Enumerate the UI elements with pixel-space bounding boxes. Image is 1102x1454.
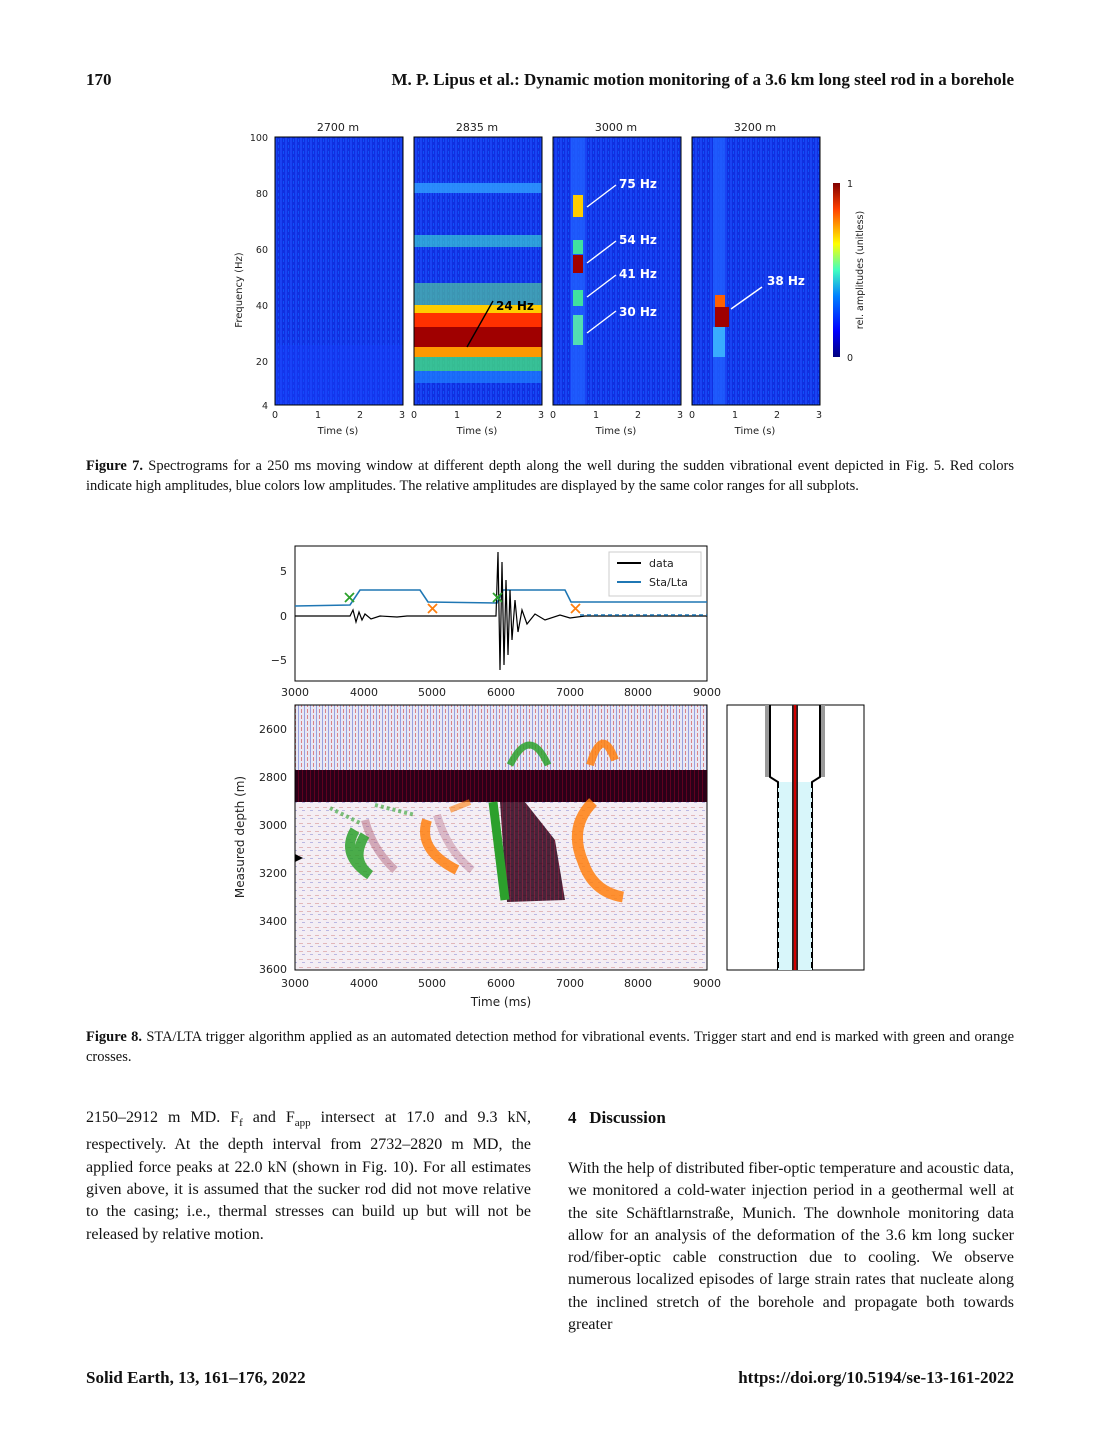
bottom-xtick: 8000 (624, 977, 652, 990)
section-heading (568, 1108, 666, 1128)
annotation-75hz: 75 Hz (619, 177, 657, 191)
fig7-xtick: 2 (495, 410, 503, 421)
fig7-ytick: 60 (255, 245, 268, 256)
colorbar-tick: 0 (847, 353, 854, 364)
panel-title: 3200 m (733, 121, 777, 134)
fig7-xlabel: Time (s) (734, 426, 776, 437)
top-xtick: 3000 (281, 686, 309, 699)
figure-7-spectrograms (225, 115, 875, 445)
running-title: M. P. Lipus et al.: Dynamic motion monitoring of a 3.6 km long steel rod in a borehole (391, 70, 1014, 89)
fig7-xtick: 3 (537, 410, 545, 421)
colorbar-label: rel. amplitudes (unitless) (855, 210, 866, 330)
top-xtick: 9000 (693, 686, 721, 699)
fig7-xtick: 0 (549, 410, 557, 421)
fig7-ytick: 4 (261, 401, 268, 412)
fig7-xtick: 1 (592, 410, 600, 421)
fig7-xtick: 1 (314, 410, 322, 421)
bottom-xtick: 9000 (693, 977, 721, 990)
fig8-ylabel: Measured depth (m) (233, 775, 247, 899)
spectrogram-panel-2700 (275, 121, 403, 405)
top-xtick: 7000 (556, 686, 584, 699)
colorbar (833, 179, 866, 364)
annotation-30hz: 30 Hz (619, 305, 657, 319)
top-ytick: 5 (280, 565, 287, 578)
fig7-xtick: 0 (688, 410, 696, 421)
fig8-xlabel: Time (ms) (470, 995, 532, 1009)
fig7-xtick: 2 (634, 410, 642, 421)
fig7-xtick: 3 (398, 410, 406, 421)
das-waterfall (295, 705, 707, 970)
top-xtick: 5000 (418, 686, 446, 699)
fig7-xtick: 1 (731, 410, 739, 421)
legend (609, 552, 701, 596)
top-ytick: 0 (280, 610, 287, 623)
spectrogram-panel-3000 (553, 121, 681, 405)
fig7-ytick: 100 (249, 133, 268, 144)
fig7-xtick: 0 (410, 410, 418, 421)
fig7-xlabel: Time (s) (456, 426, 498, 437)
page-number: 170 (86, 70, 112, 89)
top-xtick: 4000 (350, 686, 378, 699)
annotation-54hz: 54 Hz (619, 233, 657, 247)
discussion-paragraph: With the help of distributed fiber-optic temperature and acoustic data, we monitored a cold-water injection period in a geothermal well at the site Schäftlarnstraße, Munich. The downhole monitoring data allow for an analysis of the deformation of the 3.6 km long sucker rod/fiber-optic cable construction due to cooling. We observe numerous localized episodes of large strain rates that nucleate along the inclined stretch of the borehole and propagate both towards greater (568, 1160, 1014, 1334)
fig7-xtick: 3 (815, 410, 823, 421)
top-ytick: −5 (270, 654, 287, 667)
fig7-xtick: 2 (773, 410, 781, 421)
fig7-xtick: 3 (676, 410, 684, 421)
fig7-ytick: 20 (255, 357, 268, 368)
bottom-xtick: 4000 (350, 977, 378, 990)
borehole-schematic (727, 705, 864, 970)
fig7-ylabel: Frequency (Hz) (234, 252, 245, 328)
spectrogram-panel-3200 (692, 121, 820, 405)
colorbar-tick: 1 (847, 179, 854, 190)
annotation-41hz: 41 Hz (619, 267, 657, 281)
fig7-ytick: 40 (255, 301, 268, 312)
panel-title: 2835 m (455, 121, 499, 134)
spectrogram-panel-2835 (414, 121, 542, 405)
bottom-ytick: 3200 (259, 867, 287, 880)
bottom-ytick: 2800 (259, 771, 287, 784)
section-title: Discussion (589, 1108, 666, 1127)
caption-text: STA/LTA trigger algorithm applied as an automated detection method for vibrational events. Trigger start and end is marked with green and orange crosses. (86, 1029, 1015, 1065)
fig7-xtick: 2 (356, 410, 364, 421)
bottom-xtick: 6000 (487, 977, 515, 990)
top-xtick: 8000 (624, 686, 652, 699)
fig7-xlabel: Time (s) (317, 426, 359, 437)
bottom-xtick: 7000 (556, 977, 584, 990)
bottom-ytick: 3400 (259, 915, 287, 928)
bottom-ytick: 3600 (259, 963, 287, 976)
left-column-paragraph: 2150–2912 m MD. $F_f$ and $F_{app}$ intersect at 17.0 and 9.3 kN, respectively. At the depth interval from 2732–2820 m MD, the applied force peaks at 22.0 kN (shown in Fig. 10). For all estimates given above, it is assumed that the sucker rod did not move relative to the casing; i.e., thermal stresses can build up but will not be released by relative motion. (86, 1109, 532, 1243)
figure-8-sta-lta (225, 540, 875, 1015)
legend-data: data (649, 557, 674, 570)
fig7-xtick: 0 (271, 410, 279, 421)
fig7-ytick: 80 (255, 189, 268, 200)
fig7-xlabel: Time (s) (595, 426, 637, 437)
caption-label: Figure 8. (86, 1029, 142, 1045)
fig7-xtick: 1 (453, 410, 461, 421)
caption-label: Figure 7. (86, 458, 143, 474)
panel-title: 2700 m (316, 121, 360, 134)
bottom-xtick: 3000 (281, 977, 309, 990)
top-xtick: 6000 (487, 686, 515, 699)
figure-8-caption (86, 1027, 1014, 1067)
caption-text: Spectrograms for a 250 ms moving window at different depth along the well during the sudden vibrational event depicted in Fig. 5. Red colors indicate high amplitudes, blue colors low amplitudes. The relative amplitudes are displayed by the same color ranges for all subplots. (86, 458, 1014, 494)
footer-journal: Solid Earth, 13, 161–176, 2022 (86, 1368, 306, 1387)
figure-7-caption (86, 456, 1014, 496)
bottom-xtick: 5000 (418, 977, 446, 990)
annotation-24hz: 24 Hz (496, 299, 534, 313)
bottom-ytick: 3000 (259, 819, 287, 832)
annotation-38hz: 38 Hz (767, 274, 805, 288)
bottom-ytick: 2600 (259, 723, 287, 736)
footer-doi[interactable]: https://doi.org/10.5194/se-13-161-2022 (738, 1368, 1014, 1387)
panel-title: 3000 m (594, 121, 638, 134)
legend-sta-lta: Sta/Lta (649, 576, 688, 589)
section-number: 4 (568, 1108, 577, 1127)
